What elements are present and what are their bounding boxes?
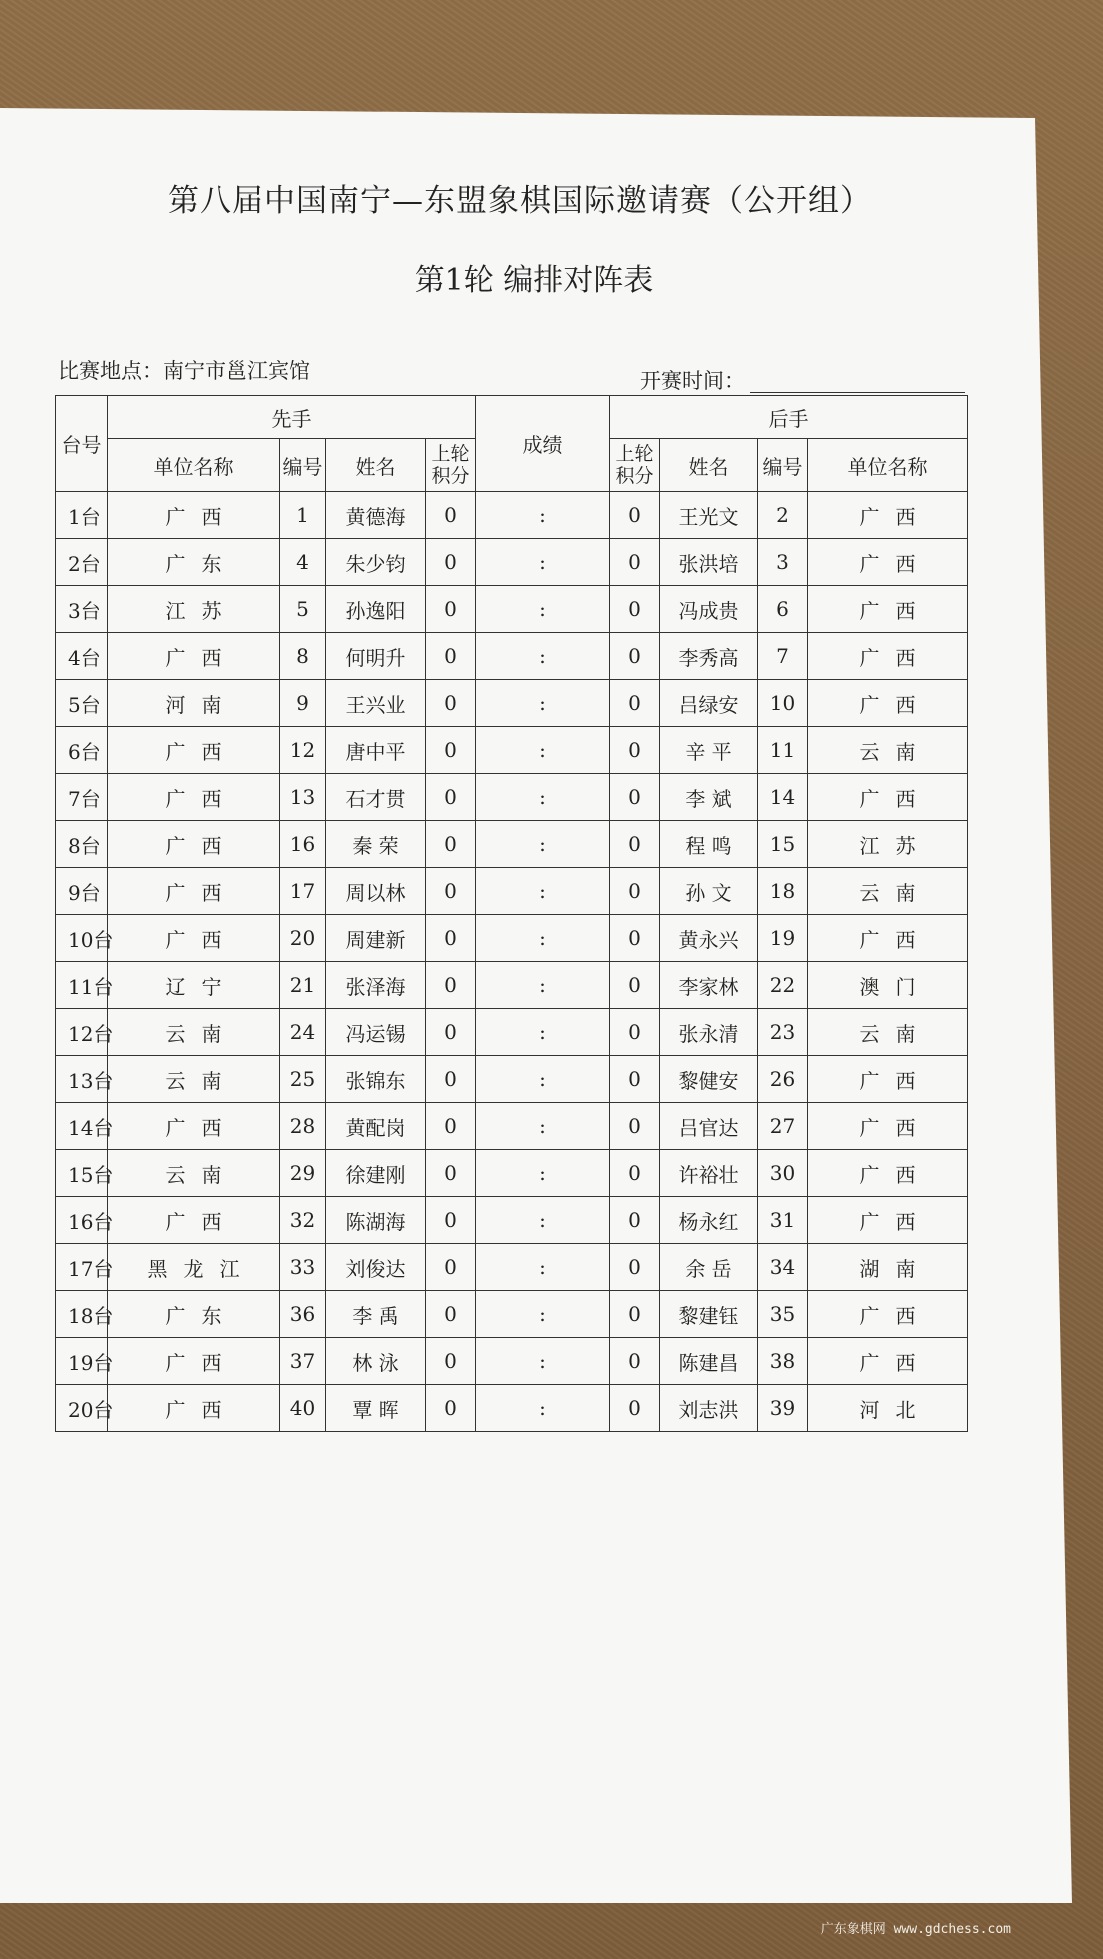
first-number-cell: 5 <box>280 586 326 633</box>
first-prev-score-cell: 0 <box>426 1150 476 1197</box>
table-row <box>56 1103 968 1150</box>
first-number-cell: 32 <box>280 1197 326 1244</box>
header-second-number: 编号 <box>758 439 808 492</box>
first-name-cell: 刘俊达 <box>326 1244 426 1291</box>
first-number-cell: 33 <box>280 1244 326 1291</box>
first-name-cell: 王兴业 <box>326 680 426 727</box>
second-name-cell: 李家林 <box>660 962 758 1009</box>
table-row <box>56 774 968 821</box>
table-row <box>56 821 968 868</box>
second-prev-score-cell: 0 <box>610 962 660 1009</box>
second-unit-cell: 广西 <box>808 680 968 727</box>
first-name-cell: 唐中平 <box>326 727 426 774</box>
second-prev-score-cell: 0 <box>610 1056 660 1103</box>
board-cell: 16台 <box>56 1197 108 1244</box>
second-number-cell: 10 <box>758 680 808 727</box>
table-row <box>56 962 968 1009</box>
first-unit-cell: 广西 <box>108 1197 280 1244</box>
second-unit-cell: 云南 <box>808 1009 968 1056</box>
board-cell: 2台 <box>56 539 108 586</box>
second-name-cell: 张洪培 <box>660 539 758 586</box>
first-unit-cell: 广东 <box>108 1291 280 1338</box>
table-row <box>56 1056 968 1103</box>
result-cell: : <box>476 1056 610 1103</box>
header-first-player: 先手 <box>108 396 476 439</box>
header-result: 成绩 <box>476 396 610 492</box>
board-cell: 11台 <box>56 962 108 1009</box>
result-cell: : <box>476 586 610 633</box>
board-cell: 15台 <box>56 1150 108 1197</box>
board-cell: 5台 <box>56 680 108 727</box>
second-unit-cell: 广西 <box>808 915 968 962</box>
first-name-cell: 朱少钧 <box>326 539 426 586</box>
first-number-cell: 28 <box>280 1103 326 1150</box>
table-row <box>56 1150 968 1197</box>
header-first-unit: 单位名称 <box>108 439 280 492</box>
second-prev-score-cell: 0 <box>610 1385 660 1432</box>
second-number-cell: 39 <box>758 1385 808 1432</box>
first-number-cell: 13 <box>280 774 326 821</box>
second-prev-score-cell: 0 <box>610 1150 660 1197</box>
second-name-cell: 余 岳 <box>660 1244 758 1291</box>
second-unit-cell: 广西 <box>808 1103 968 1150</box>
second-name-cell: 许裕壮 <box>660 1150 758 1197</box>
first-prev-score-cell: 0 <box>426 680 476 727</box>
first-unit-cell: 广西 <box>108 915 280 962</box>
result-cell: : <box>476 492 610 539</box>
second-name-cell: 李秀高 <box>660 633 758 680</box>
second-unit-cell: 澳门 <box>808 962 968 1009</box>
first-unit-cell: 广西 <box>108 633 280 680</box>
second-number-cell: 27 <box>758 1103 808 1150</box>
first-number-cell: 8 <box>280 633 326 680</box>
result-cell: : <box>476 915 610 962</box>
second-prev-score-cell: 0 <box>610 680 660 727</box>
header-second-player: 后手 <box>610 396 968 439</box>
second-prev-score-cell: 0 <box>610 492 660 539</box>
board-cell: 13台 <box>56 1056 108 1103</box>
second-prev-score-cell: 0 <box>610 1103 660 1150</box>
first-name-cell: 陈湖海 <box>326 1197 426 1244</box>
table-row <box>56 633 968 680</box>
result-cell: : <box>476 1197 610 1244</box>
first-prev-score-cell: 0 <box>426 1244 476 1291</box>
result-cell: : <box>476 1385 610 1432</box>
first-prev-score-cell: 0 <box>426 962 476 1009</box>
second-prev-score-cell: 0 <box>610 1244 660 1291</box>
board-cell: 7台 <box>56 774 108 821</box>
second-name-cell: 黄永兴 <box>660 915 758 962</box>
second-unit-cell: 江苏 <box>808 821 968 868</box>
first-prev-score-cell: 0 <box>426 774 476 821</box>
second-unit-cell: 云南 <box>808 727 968 774</box>
second-name-cell: 黎建钰 <box>660 1291 758 1338</box>
second-number-cell: 35 <box>758 1291 808 1338</box>
first-prev-score-cell: 0 <box>426 1103 476 1150</box>
second-unit-cell: 云南 <box>808 868 968 915</box>
table-row <box>56 727 968 774</box>
table-row <box>56 680 968 727</box>
second-name-cell: 程 鸣 <box>660 821 758 868</box>
table-row <box>56 868 968 915</box>
first-number-cell: 40 <box>280 1385 326 1432</box>
second-prev-score-cell: 0 <box>610 727 660 774</box>
result-cell: : <box>476 727 610 774</box>
first-name-cell: 黄配岗 <box>326 1103 426 1150</box>
first-unit-cell: 广西 <box>108 492 280 539</box>
table-row <box>56 539 968 586</box>
board-cell: 1台 <box>56 492 108 539</box>
second-number-cell: 2 <box>758 492 808 539</box>
first-number-cell: 9 <box>280 680 326 727</box>
second-unit-cell: 广西 <box>808 1338 968 1385</box>
second-name-cell: 冯成贵 <box>660 586 758 633</box>
first-name-cell: 孙逸阳 <box>326 586 426 633</box>
first-unit-cell: 广西 <box>108 1103 280 1150</box>
board-cell: 9台 <box>56 868 108 915</box>
first-prev-score-cell: 0 <box>426 633 476 680</box>
first-name-cell: 冯运锡 <box>326 1009 426 1056</box>
second-number-cell: 6 <box>758 586 808 633</box>
second-prev-score-cell: 0 <box>610 868 660 915</box>
first-unit-cell: 江苏 <box>108 586 280 633</box>
result-cell: : <box>476 1009 610 1056</box>
result-cell: : <box>476 539 610 586</box>
first-number-cell: 16 <box>280 821 326 868</box>
first-prev-score-cell: 0 <box>426 586 476 633</box>
second-number-cell: 34 <box>758 1244 808 1291</box>
second-name-cell: 张永清 <box>660 1009 758 1056</box>
header-second-name: 姓名 <box>660 439 758 492</box>
first-unit-cell: 云南 <box>108 1056 280 1103</box>
second-prev-score-cell: 0 <box>610 539 660 586</box>
first-prev-score-cell: 0 <box>426 1056 476 1103</box>
result-cell: : <box>476 774 610 821</box>
first-number-cell: 29 <box>280 1150 326 1197</box>
first-unit-cell: 广西 <box>108 774 280 821</box>
first-prev-score-cell: 0 <box>426 821 476 868</box>
result-cell: : <box>476 821 610 868</box>
second-name-cell: 辛 平 <box>660 727 758 774</box>
first-name-cell: 何明升 <box>326 633 426 680</box>
pairings-table <box>55 395 968 1432</box>
result-cell: : <box>476 680 610 727</box>
second-unit-cell: 广西 <box>808 586 968 633</box>
table-row <box>56 1291 968 1338</box>
second-number-cell: 38 <box>758 1338 808 1385</box>
first-name-cell: 张锦东 <box>326 1056 426 1103</box>
header-first-name: 姓名 <box>326 439 426 492</box>
second-number-cell: 11 <box>758 727 808 774</box>
second-unit-cell: 广西 <box>808 492 968 539</box>
second-unit-cell: 广西 <box>808 633 968 680</box>
board-cell: 20台 <box>56 1385 108 1432</box>
second-name-cell: 李 斌 <box>660 774 758 821</box>
first-unit-cell: 黑龙江 <box>108 1244 280 1291</box>
document-title: 第八届中国南宁—东盟象棋国际邀请赛（公开组） <box>168 183 872 219</box>
header-second-prev-score: 上轮积分 <box>610 439 660 492</box>
first-number-cell: 25 <box>280 1056 326 1103</box>
first-unit-cell: 河南 <box>108 680 280 727</box>
second-number-cell: 19 <box>758 915 808 962</box>
result-cell: : <box>476 868 610 915</box>
first-number-cell: 24 <box>280 1009 326 1056</box>
result-cell: : <box>476 1103 610 1150</box>
board-cell: 4台 <box>56 633 108 680</box>
table-row <box>56 586 968 633</box>
second-unit-cell: 广西 <box>808 774 968 821</box>
second-number-cell: 18 <box>758 868 808 915</box>
result-cell: : <box>476 1338 610 1385</box>
result-cell: : <box>476 962 610 1009</box>
board-cell: 8台 <box>56 821 108 868</box>
second-name-cell: 陈建昌 <box>660 1338 758 1385</box>
second-prev-score-cell: 0 <box>610 633 660 680</box>
first-number-cell: 20 <box>280 915 326 962</box>
first-prev-score-cell: 0 <box>426 1197 476 1244</box>
second-unit-cell: 广西 <box>808 539 968 586</box>
document-subtitle: 第1轮 编排对阵表 <box>414 263 654 298</box>
table-row <box>56 492 968 539</box>
first-number-cell: 21 <box>280 962 326 1009</box>
first-prev-score-cell: 0 <box>426 1338 476 1385</box>
second-prev-score-cell: 0 <box>610 1291 660 1338</box>
board-cell: 18台 <box>56 1291 108 1338</box>
second-number-cell: 31 <box>758 1197 808 1244</box>
first-prev-score-cell: 0 <box>426 1385 476 1432</box>
second-number-cell: 22 <box>758 962 808 1009</box>
second-unit-cell: 广西 <box>808 1197 968 1244</box>
pairings-body <box>56 492 968 1432</box>
first-unit-cell: 广西 <box>108 1385 280 1432</box>
first-prev-score-cell: 0 <box>426 727 476 774</box>
second-prev-score-cell: 0 <box>610 1197 660 1244</box>
result-cell: : <box>476 633 610 680</box>
header-second-unit: 单位名称 <box>808 439 968 492</box>
table-row <box>56 915 968 962</box>
board-cell: 3台 <box>56 586 108 633</box>
first-number-cell: 17 <box>280 868 326 915</box>
board-cell: 19台 <box>56 1338 108 1385</box>
second-name-cell: 王光文 <box>660 492 758 539</box>
first-unit-cell: 辽宁 <box>108 962 280 1009</box>
second-prev-score-cell: 0 <box>610 1338 660 1385</box>
second-unit-cell: 广西 <box>808 1056 968 1103</box>
second-name-cell: 孙 文 <box>660 868 758 915</box>
first-name-cell: 秦 荣 <box>326 821 426 868</box>
second-number-cell: 15 <box>758 821 808 868</box>
second-prev-score-cell: 0 <box>610 774 660 821</box>
first-number-cell: 4 <box>280 539 326 586</box>
result-cell: : <box>476 1244 610 1291</box>
first-prev-score-cell: 0 <box>426 868 476 915</box>
header-first-number: 编号 <box>280 439 326 492</box>
second-number-cell: 30 <box>758 1150 808 1197</box>
header-first-prev-score: 上轮积分 <box>426 439 476 492</box>
first-prev-score-cell: 0 <box>426 1009 476 1056</box>
board-cell: 6台 <box>56 727 108 774</box>
site-watermark: 广东象棋网 www.gdchess.com <box>820 1922 1011 1937</box>
first-name-cell: 李 禹 <box>326 1291 426 1338</box>
first-unit-cell: 广东 <box>108 539 280 586</box>
second-unit-cell: 广西 <box>808 1150 968 1197</box>
first-unit-cell: 云南 <box>108 1009 280 1056</box>
second-number-cell: 7 <box>758 633 808 680</box>
first-prev-score-cell: 0 <box>426 492 476 539</box>
table-row <box>56 1197 968 1244</box>
first-name-cell: 林 泳 <box>326 1338 426 1385</box>
board-cell: 12台 <box>56 1009 108 1056</box>
venue-label: 比赛地点：南宁市邕江宾馆 <box>58 359 310 383</box>
first-name-cell: 周以林 <box>326 868 426 915</box>
second-unit-cell: 湖南 <box>808 1244 968 1291</box>
table-row <box>56 1338 968 1385</box>
first-unit-cell: 广西 <box>108 821 280 868</box>
first-number-cell: 36 <box>280 1291 326 1338</box>
first-name-cell: 黄德海 <box>326 492 426 539</box>
table-row <box>56 1244 968 1291</box>
first-unit-cell: 广西 <box>108 868 280 915</box>
first-number-cell: 1 <box>280 492 326 539</box>
second-name-cell: 黎健安 <box>660 1056 758 1103</box>
board-cell: 10台 <box>56 915 108 962</box>
board-cell: 14台 <box>56 1103 108 1150</box>
first-unit-cell: 云南 <box>108 1150 280 1197</box>
first-name-cell: 张泽海 <box>326 962 426 1009</box>
first-prev-score-cell: 0 <box>426 539 476 586</box>
result-cell: : <box>476 1150 610 1197</box>
second-unit-cell: 广西 <box>808 1291 968 1338</box>
second-prev-score-cell: 0 <box>610 1009 660 1056</box>
second-name-cell: 吕官达 <box>660 1103 758 1150</box>
first-prev-score-cell: 0 <box>426 915 476 962</box>
second-unit-cell: 河北 <box>808 1385 968 1432</box>
header-board: 台号 <box>56 396 108 492</box>
first-prev-score-cell: 0 <box>426 1291 476 1338</box>
second-number-cell: 23 <box>758 1009 808 1056</box>
first-unit-cell: 广西 <box>108 727 280 774</box>
second-name-cell: 杨永红 <box>660 1197 758 1244</box>
first-name-cell: 周建新 <box>326 915 426 962</box>
first-number-cell: 37 <box>280 1338 326 1385</box>
table-row <box>56 1385 968 1432</box>
second-prev-score-cell: 0 <box>610 915 660 962</box>
board-cell: 17台 <box>56 1244 108 1291</box>
result-cell: : <box>476 1291 610 1338</box>
table-row <box>56 1009 968 1056</box>
first-unit-cell: 广西 <box>108 1338 280 1385</box>
second-number-cell: 26 <box>758 1056 808 1103</box>
first-number-cell: 12 <box>280 727 326 774</box>
start-time-blank-line <box>750 392 965 393</box>
first-name-cell: 覃 晖 <box>326 1385 426 1432</box>
second-prev-score-cell: 0 <box>610 821 660 868</box>
second-name-cell: 刘志洪 <box>660 1385 758 1432</box>
start-time-label: 开赛时间： <box>640 369 745 393</box>
second-name-cell: 吕绿安 <box>660 680 758 727</box>
second-prev-score-cell: 0 <box>610 586 660 633</box>
first-name-cell: 徐建刚 <box>326 1150 426 1197</box>
second-number-cell: 14 <box>758 774 808 821</box>
first-name-cell: 石才贯 <box>326 774 426 821</box>
second-number-cell: 3 <box>758 539 808 586</box>
